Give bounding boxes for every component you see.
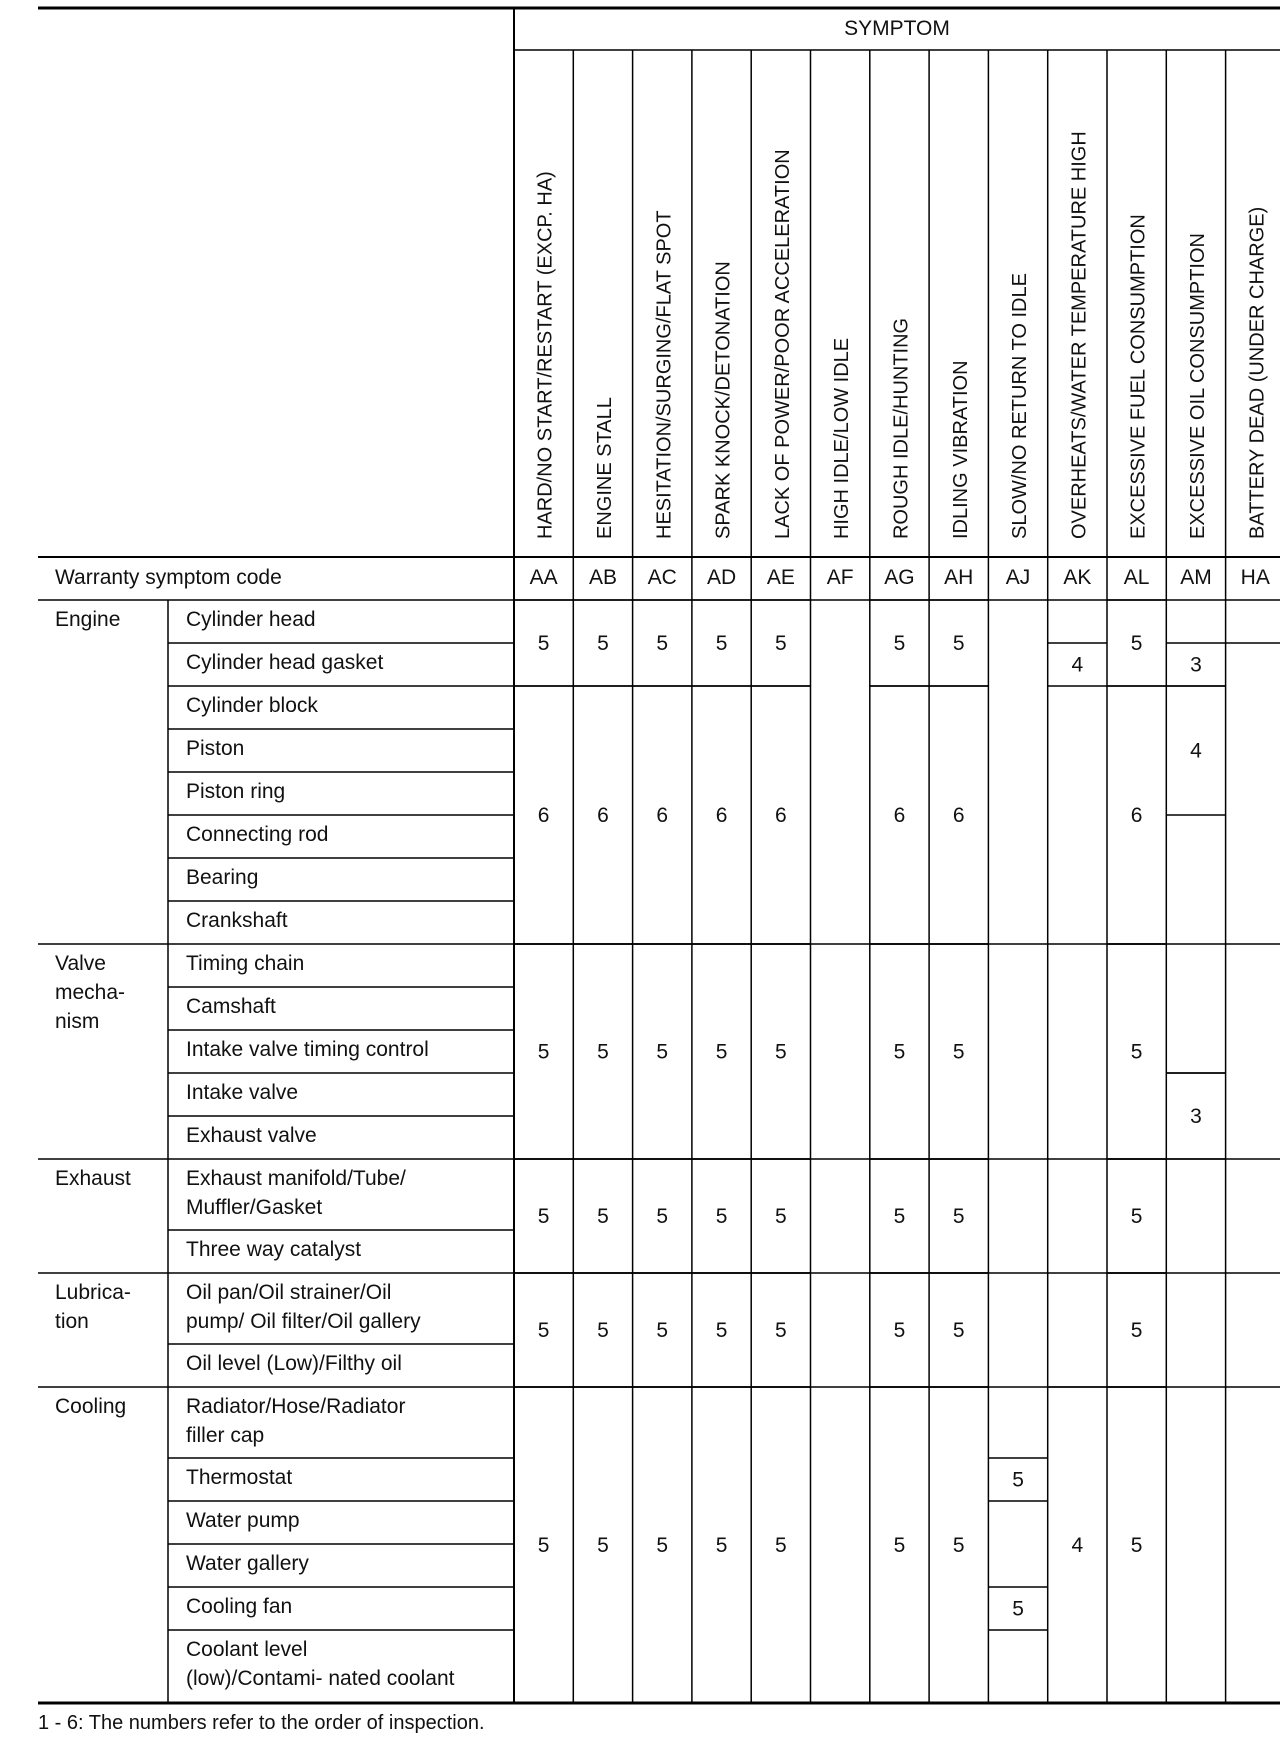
symptom-name-ad: SPARK KNOCK/DETONATION [712, 261, 735, 539]
symptom-name-af: HIGH IDLE/LOW IDLE [831, 337, 854, 539]
group-label-line: nism [55, 1010, 100, 1033]
component-label-line: Camshaft [186, 995, 276, 1018]
order-value-ag: 5 [893, 1534, 906, 1557]
order-value-ah: 5 [952, 1319, 965, 1342]
component-label [186, 1466, 292, 1489]
order-value-ad: 5 [715, 1319, 728, 1342]
component-label-line: Intake valve timing control [186, 1038, 429, 1061]
group-label-line: mecha- [55, 981, 126, 1004]
component-label-line: Three way catalyst [186, 1238, 362, 1261]
component-label [186, 909, 288, 932]
component-label [186, 1638, 455, 1690]
symptom-code-am: AM [1180, 566, 1212, 589]
order-value-ah: 6 [952, 804, 965, 827]
symptom-name-aa: HARD/NO START/RESTART (EXCP. HA) [534, 171, 557, 539]
symptom-name-ag: ROUGH IDLE/HUNTING [890, 317, 913, 539]
component-label-line: filler cap [186, 1424, 265, 1447]
group-label-line: Exhaust [55, 1167, 131, 1190]
order-value-aa: 5 [537, 1040, 550, 1064]
component-label-line: Exhaust manifold/Tube/ [186, 1167, 406, 1190]
order-value-ac: 6 [656, 804, 669, 827]
order-value-ag: 5 [893, 632, 906, 655]
order-value-ah: 5 [952, 1534, 965, 1557]
symptom-code-ak: AK [1063, 566, 1092, 589]
order-value-ag: 5 [893, 1205, 906, 1228]
order-value-ad: 6 [715, 804, 728, 827]
component-label-line: Exhaust valve [186, 1124, 317, 1147]
order-value-am: 3 [1190, 653, 1202, 677]
symptom-name-aj: SLOW/NO RETURN TO IDLE [1009, 273, 1032, 539]
group-label [55, 952, 125, 1033]
component-label-line: (low)/Contami- nated coolant [186, 1667, 455, 1690]
symptom-header-title: SYMPTOM [844, 17, 950, 40]
component-label-line: Radiator/Hose/Radiator [186, 1395, 406, 1418]
order-value-ac: 5 [656, 1319, 669, 1342]
component-label [186, 651, 383, 674]
symptom-code-af: AF [826, 566, 854, 589]
component-label-line: Muffler/Gasket [186, 1196, 323, 1219]
order-value-ad: 5 [715, 632, 728, 655]
symptom-name-ha: BATTERY DEAD (UNDER CHARGE) [1246, 206, 1269, 539]
order-value-aa: 5 [537, 1319, 550, 1342]
order-value-al: 5 [1130, 1040, 1143, 1064]
order-value-ah: 5 [952, 1040, 965, 1064]
order-value-ag: 6 [893, 804, 906, 827]
group-label-line: tion [55, 1310, 89, 1333]
component-label [186, 1281, 421, 1333]
component-label-line: Cylinder head [186, 608, 316, 631]
group-label-line: Cooling [55, 1395, 127, 1418]
order-value-ad: 5 [715, 1040, 728, 1064]
component-label-line: pump/ Oil filter/Oil gallery [186, 1310, 421, 1333]
component-label-line: Water gallery [186, 1552, 309, 1575]
order-value-ad: 5 [715, 1205, 728, 1228]
symptom-code-ac: AC [647, 566, 677, 589]
order-value-aa: 5 [537, 1205, 550, 1228]
component-rows [55, 608, 455, 1690]
order-value-ae: 6 [775, 804, 787, 827]
component-label-line: Timing chain [186, 952, 305, 975]
warranty-code-row [55, 566, 1270, 589]
symptom-code-ag: AG [884, 566, 915, 589]
component-label [186, 1509, 300, 1532]
order-value-ac: 5 [656, 632, 669, 655]
component-label-line: Connecting rod [186, 823, 329, 846]
order-value-ab: 5 [597, 1205, 609, 1228]
group-label [55, 1281, 131, 1333]
component-label [186, 1352, 402, 1375]
order-value-ae: 5 [775, 1205, 787, 1228]
symptom-name-al: EXCESSIVE FUEL CONSUMPTION [1127, 214, 1150, 539]
component-label [186, 952, 304, 975]
order-value-ae: 5 [775, 1319, 787, 1342]
component-label [186, 995, 276, 1018]
component-label-line: Water pump [186, 1509, 300, 1532]
symptom-code-ae: AE [766, 566, 795, 589]
component-label-line: Oil level (Low)/Filthy oil [186, 1352, 402, 1375]
component-label [186, 694, 318, 717]
order-value-ae: 5 [775, 1040, 787, 1064]
component-label [186, 823, 328, 846]
order-value-ak: 4 [1071, 653, 1084, 677]
symptom-name-ah: IDLING VIBRATION [949, 360, 972, 539]
group-label [55, 608, 120, 631]
order-value-ab: 5 [597, 1040, 609, 1064]
order-value-al: 5 [1130, 632, 1143, 655]
group-label [55, 1395, 126, 1418]
order-value-ad: 5 [715, 1534, 728, 1557]
order-value-ac: 5 [656, 1534, 669, 1557]
order-value-ak: 4 [1071, 1534, 1084, 1557]
component-label-line: Cooling fan [186, 1595, 293, 1618]
symptom-headers [535, 17, 1269, 539]
symptom-name-am: EXCESSIVE OIL CONSUMPTION [1186, 233, 1209, 539]
order-value-ah: 5 [952, 632, 965, 655]
order-value-ab: 6 [597, 804, 609, 827]
order-value-aa: 5 [537, 632, 550, 655]
order-value-aa: 5 [537, 1534, 550, 1557]
component-label [186, 1595, 292, 1618]
order-value-ac: 5 [656, 1205, 669, 1228]
order-value-al: 5 [1130, 1534, 1143, 1557]
symptom-code-ah: AH [944, 566, 974, 589]
order-value-ab: 5 [597, 632, 609, 655]
component-label [186, 780, 285, 803]
symptom-code-ha: HA [1240, 566, 1270, 589]
warranty-symptom-code-label: Warranty symptom code [55, 566, 282, 589]
component-label-line: Intake valve [186, 1081, 299, 1104]
component-label [186, 866, 258, 889]
component-label-line: Piston [186, 737, 245, 760]
component-label-line: Coolant level [186, 1638, 308, 1661]
order-value-ah: 5 [952, 1205, 965, 1228]
component-label [186, 1552, 309, 1575]
symptom-code-ab: AB [588, 566, 617, 589]
order-value-am: 4 [1190, 739, 1202, 763]
order-value-ac: 5 [656, 1040, 669, 1064]
order-value-ab: 5 [597, 1534, 609, 1557]
component-label [186, 1081, 298, 1104]
component-label-line: Crankshaft [186, 909, 288, 932]
symptom-name-ac: HESITATION/SURGING/FLAT SPOT [653, 210, 676, 539]
group-label-line: Engine [55, 608, 121, 631]
component-label [186, 1238, 361, 1261]
symptom-code-ad: AD [706, 566, 737, 589]
component-label-line: Bearing [186, 866, 259, 889]
order-value-ae: 5 [775, 1534, 787, 1557]
component-label [186, 1167, 406, 1219]
order-value-ab: 5 [597, 1319, 609, 1342]
order-value-ag: 5 [893, 1319, 906, 1342]
group-label-line: Valve [55, 952, 106, 975]
component-label-line: Piston ring [186, 780, 286, 803]
symptom-code-aj: AJ [1005, 566, 1031, 589]
order-value-al: 6 [1130, 804, 1143, 827]
order-value-ag: 5 [893, 1040, 906, 1064]
group-label-line: Lubrica- [55, 1281, 131, 1304]
symptom-name-ab: ENGINE STALL [593, 397, 616, 539]
component-label [186, 737, 244, 760]
component-label [186, 1124, 317, 1147]
component-label [186, 1038, 429, 1061]
component-label-line: Oil pan/Oil strainer/Oil [186, 1281, 392, 1304]
component-label [186, 1395, 405, 1447]
symptom-name-ak: OVERHEATS/WATER TEMPERATURE HIGH [1068, 131, 1091, 539]
order-value-aj: 5 [1012, 1597, 1024, 1621]
order-value-ae: 5 [775, 632, 787, 655]
component-label-line: Thermostat [186, 1466, 293, 1489]
order-value-al: 5 [1130, 1319, 1143, 1342]
component-label [186, 608, 316, 631]
order-value-aj: 5 [1012, 1468, 1024, 1492]
group-label [55, 1167, 131, 1190]
symptom-code-aa: AA [529, 566, 558, 589]
component-label-line: Cylinder head gasket [186, 651, 384, 674]
footnote: 1 - 6: The numbers refer to the order of inspection. [38, 1712, 485, 1734]
order-value-am: 3 [1190, 1105, 1202, 1128]
component-label-line: Cylinder block [186, 694, 318, 717]
order-value-al: 5 [1130, 1205, 1143, 1228]
symptom-name-ae: LACK OF POWER/POOR ACCELERATION [771, 149, 794, 539]
order-value-aa: 6 [537, 804, 550, 827]
symptom-code-al: AL [1123, 566, 1150, 589]
